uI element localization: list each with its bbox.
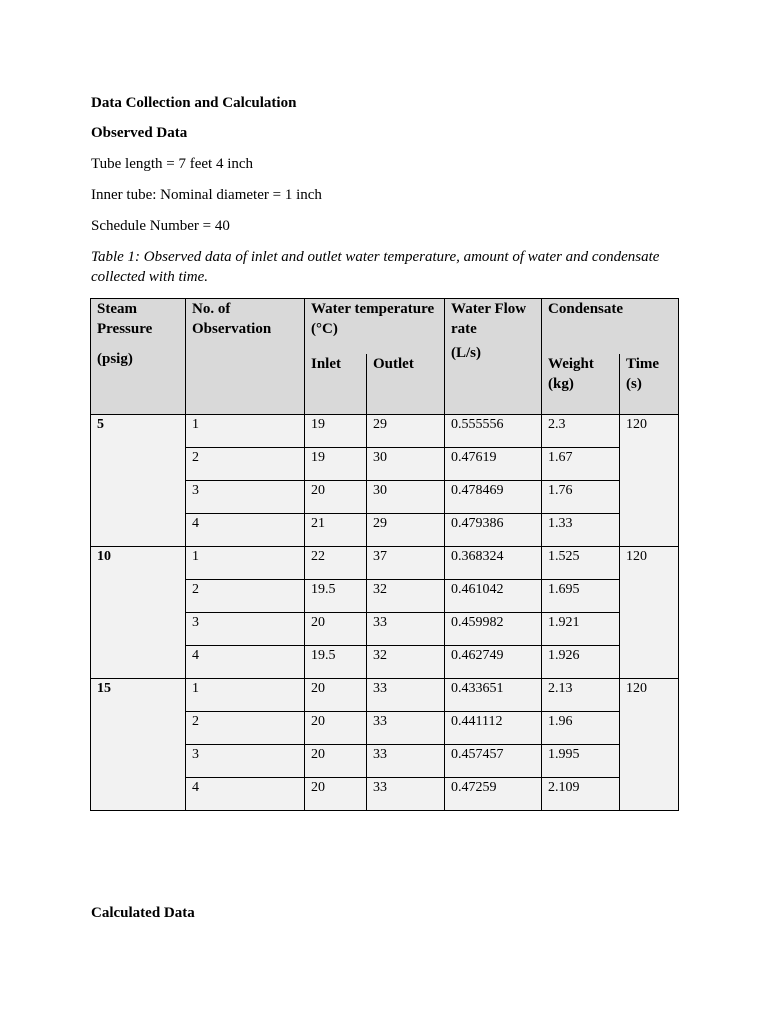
weight-cell: 1.695 bbox=[542, 580, 620, 613]
header-weight: Weight (kg) bbox=[542, 354, 620, 415]
outlet-cell: 29 bbox=[367, 415, 445, 448]
flow-rate-cell: 0.459982 bbox=[445, 613, 542, 646]
inlet-cell: 20 bbox=[305, 778, 367, 811]
observation-cell: 1 bbox=[186, 547, 305, 580]
observation-cell: 2 bbox=[186, 580, 305, 613]
observation-cell: 4 bbox=[186, 778, 305, 811]
header-time: Time (s) bbox=[620, 354, 679, 415]
outlet-cell: 33 bbox=[367, 745, 445, 778]
weight-cell: 1.96 bbox=[542, 712, 620, 745]
inner-tube-text: Inner tube: Nominal diameter = 1 inch bbox=[91, 187, 322, 203]
inlet-cell: 19 bbox=[305, 415, 367, 448]
outlet-cell: 29 bbox=[367, 514, 445, 547]
header-observation: No. of Observation bbox=[186, 299, 305, 415]
steam-pressure-cell: 5 bbox=[91, 415, 186, 547]
observed-data-heading: Observed Data bbox=[91, 125, 188, 141]
weight-cell: 2.3 bbox=[542, 415, 620, 448]
header-steam-pressure-label: Steam Pressure bbox=[97, 301, 153, 337]
header-steam-pressure bbox=[91, 299, 186, 415]
inlet-cell: 19 bbox=[305, 448, 367, 481]
observation-cell: 4 bbox=[186, 514, 305, 547]
flow-rate-cell: 0.555556 bbox=[445, 415, 542, 448]
time-cell: 120 bbox=[620, 415, 679, 547]
observation-cell: 1 bbox=[186, 415, 305, 448]
table-caption: Table 1: Observed data of inlet and outlet water temperature, amount of water and condensate collected with time. bbox=[91, 249, 660, 285]
inlet-cell: 20 bbox=[305, 613, 367, 646]
steam-pressure-cell: 10 bbox=[91, 547, 186, 679]
header-flow-rate bbox=[445, 299, 542, 415]
weight-cell: 1.76 bbox=[542, 481, 620, 514]
header-condensate: Condensate bbox=[542, 299, 679, 354]
flow-rate-cell: 0.462749 bbox=[445, 646, 542, 679]
observation-cell: 3 bbox=[186, 613, 305, 646]
schedule-number-text: Schedule Number = 40 bbox=[91, 218, 230, 234]
weight-cell: 1.995 bbox=[542, 745, 620, 778]
flow-rate-cell: 0.478469 bbox=[445, 481, 542, 514]
inlet-cell: 21 bbox=[305, 514, 367, 547]
flow-rate-cell: 0.461042 bbox=[445, 580, 542, 613]
tube-length-text: Tube length = 7 feet 4 inch bbox=[91, 156, 254, 172]
observation-cell: 4 bbox=[186, 646, 305, 679]
observation-cell: 2 bbox=[186, 448, 305, 481]
inlet-cell: 22 bbox=[305, 547, 367, 580]
inlet-cell: 19.5 bbox=[305, 580, 367, 613]
header-inlet: Inlet bbox=[305, 354, 367, 415]
observation-cell: 1 bbox=[186, 679, 305, 712]
time-cell: 120 bbox=[620, 547, 679, 679]
flow-rate-cell: 0.479386 bbox=[445, 514, 542, 547]
header-flow-rate-label: Water Flow rate bbox=[451, 301, 527, 337]
weight-cell: 1.67 bbox=[542, 448, 620, 481]
weight-cell: 2.13 bbox=[542, 679, 620, 712]
steam-pressure-cell: 15 bbox=[91, 679, 186, 811]
inlet-cell: 20 bbox=[305, 745, 367, 778]
outlet-cell: 30 bbox=[367, 481, 445, 514]
weight-cell: 1.525 bbox=[542, 547, 620, 580]
outlet-cell: 30 bbox=[367, 448, 445, 481]
header-flow-rate-unit: (L/s) bbox=[451, 345, 482, 361]
weight-cell: 2.109 bbox=[542, 778, 620, 811]
outlet-cell: 33 bbox=[367, 613, 445, 646]
table-row bbox=[91, 547, 679, 580]
weight-cell: 1.33 bbox=[542, 514, 620, 547]
table-row bbox=[91, 415, 679, 448]
flow-rate-cell: 0.47619 bbox=[445, 448, 542, 481]
flow-rate-cell: 0.433651 bbox=[445, 679, 542, 712]
observation-cell: 3 bbox=[186, 745, 305, 778]
outlet-cell: 33 bbox=[367, 712, 445, 745]
inlet-cell: 19.5 bbox=[305, 646, 367, 679]
header-steam-pressure-unit: (psig) bbox=[97, 351, 133, 367]
table-row bbox=[91, 679, 679, 712]
time-cell: 120 bbox=[620, 679, 679, 811]
outlet-cell: 32 bbox=[367, 580, 445, 613]
weight-cell: 1.921 bbox=[542, 613, 620, 646]
inlet-cell: 20 bbox=[305, 712, 367, 745]
flow-rate-cell: 0.457457 bbox=[445, 745, 542, 778]
outlet-cell: 33 bbox=[367, 778, 445, 811]
observation-cell: 2 bbox=[186, 712, 305, 745]
outlet-cell: 32 bbox=[367, 646, 445, 679]
inlet-cell: 20 bbox=[305, 679, 367, 712]
weight-cell: 1.926 bbox=[542, 646, 620, 679]
flow-rate-cell: 0.368324 bbox=[445, 547, 542, 580]
flow-rate-cell: 0.441112 bbox=[445, 712, 542, 745]
inlet-cell: 20 bbox=[305, 481, 367, 514]
calculated-data-heading: Calculated Data bbox=[91, 905, 195, 921]
flow-rate-cell: 0.47259 bbox=[445, 778, 542, 811]
header-outlet: Outlet bbox=[367, 354, 445, 415]
outlet-cell: 37 bbox=[367, 547, 445, 580]
observation-cell: 3 bbox=[186, 481, 305, 514]
observed-data-table bbox=[90, 298, 679, 811]
section-heading: Data Collection and Calculation bbox=[91, 95, 297, 111]
header-water-temperature: Water temperature (°C) bbox=[305, 299, 445, 354]
outlet-cell: 33 bbox=[367, 679, 445, 712]
